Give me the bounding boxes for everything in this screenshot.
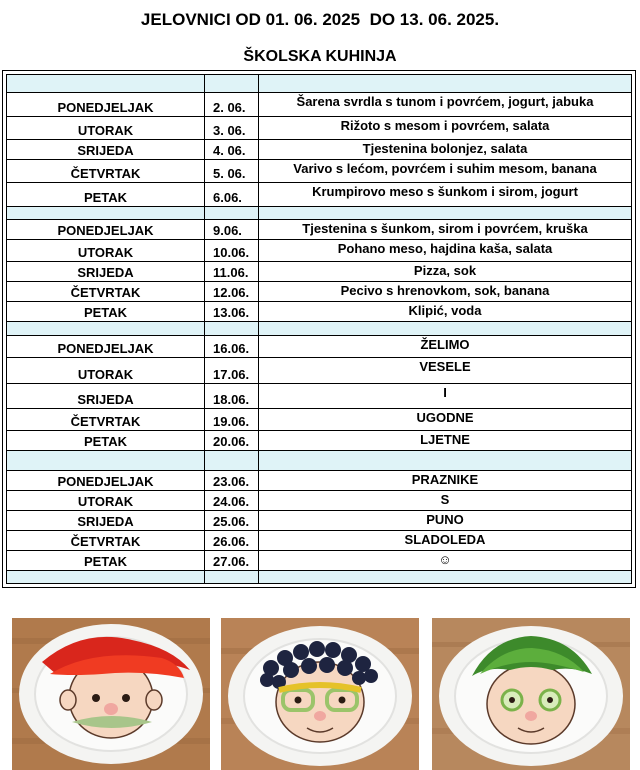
face-plate-photo-2 bbox=[221, 618, 419, 770]
separator-cell bbox=[205, 322, 259, 335]
day-cell: PETAK bbox=[7, 182, 205, 206]
meal-cell: UGODNE bbox=[259, 408, 632, 430]
separator-cell bbox=[205, 450, 259, 470]
meal-cell: ☺ bbox=[259, 550, 632, 570]
day-cell: PONEDJELJAK bbox=[7, 220, 205, 240]
meal-cell: Šarena svrdla s tunom i povrćem, jogurt, jabuka bbox=[259, 92, 632, 116]
menu-row bbox=[7, 384, 632, 408]
date-cell: 16.06. bbox=[205, 335, 259, 357]
face-plate-photo-3 bbox=[432, 618, 630, 770]
meal-cell: Varivo s lećom, povrćem i suhim mesom, banana bbox=[259, 160, 632, 182]
face-plate-photo-1 bbox=[12, 618, 210, 770]
date-cell: 19.06. bbox=[205, 408, 259, 430]
date-cell: 17.06. bbox=[205, 357, 259, 384]
menu-row bbox=[7, 262, 632, 282]
date-cell: 5. 06. bbox=[205, 160, 259, 182]
day-cell: PONEDJELJAK bbox=[7, 92, 205, 116]
meal-cell: I bbox=[259, 384, 632, 408]
date-cell: 24.06. bbox=[205, 490, 259, 510]
date-cell: 2. 06. bbox=[205, 92, 259, 116]
menu-row bbox=[7, 490, 632, 510]
meal-cell: Tjestenina bolonjez, salata bbox=[259, 140, 632, 160]
week-separator bbox=[7, 75, 632, 93]
menu-row bbox=[7, 282, 632, 302]
menu-row bbox=[7, 510, 632, 530]
day-cell: PETAK bbox=[7, 302, 205, 322]
menu-row bbox=[7, 408, 632, 430]
date-cell: 10.06. bbox=[205, 240, 259, 262]
day-cell: UTORAK bbox=[7, 357, 205, 384]
day-cell: PETAK bbox=[7, 550, 205, 570]
date-cell: 23.06. bbox=[205, 470, 259, 490]
meal-cell: PUNO bbox=[259, 510, 632, 530]
meal-cell: S bbox=[259, 490, 632, 510]
menu-row bbox=[7, 117, 632, 140]
day-cell: SRIJEDA bbox=[7, 510, 205, 530]
week-separator bbox=[7, 206, 632, 219]
date-cell: 26.06. bbox=[205, 530, 259, 550]
meal-cell: Klipić, voda bbox=[259, 302, 632, 322]
menu-row bbox=[7, 550, 632, 570]
day-cell: UTORAK bbox=[7, 240, 205, 262]
date-cell: 6.06. bbox=[205, 182, 259, 206]
day-cell: SRIJEDA bbox=[7, 262, 205, 282]
menu-row bbox=[7, 530, 632, 550]
day-cell: ČETVRTAK bbox=[7, 408, 205, 430]
menu-row bbox=[7, 430, 632, 450]
separator-cell bbox=[205, 570, 259, 583]
meal-cell: Rižoto s mesom i povrćem, salata bbox=[259, 117, 632, 140]
separator-cell bbox=[205, 75, 259, 93]
face-plate-greens-hair bbox=[432, 618, 630, 770]
day-cell: ČETVRTAK bbox=[7, 160, 205, 182]
date-cell: 13.06. bbox=[205, 302, 259, 322]
day-cell: SRIJEDA bbox=[7, 384, 205, 408]
separator-cell bbox=[259, 75, 632, 93]
menu-row bbox=[7, 302, 632, 322]
menu-row bbox=[7, 240, 632, 262]
separator-cell bbox=[259, 450, 632, 470]
page-title: JELOVNICI OD 01. 06. 2025 DO 13. 06. 2025. bbox=[140, 10, 500, 29]
separator-cell bbox=[7, 206, 205, 219]
meal-cell: Krumpirovo meso s šunkom i sirom, jogurt bbox=[259, 182, 632, 206]
menu-row bbox=[7, 220, 632, 240]
menu-row bbox=[7, 182, 632, 206]
meal-cell: PRAZNIKE bbox=[259, 470, 632, 490]
date-cell: 20.06. bbox=[205, 430, 259, 450]
date-cell: 25.06. bbox=[205, 510, 259, 530]
date-cell: 9.06. bbox=[205, 220, 259, 240]
menu-table-frame bbox=[2, 70, 636, 588]
meal-cell: SLADOLEDA bbox=[259, 530, 632, 550]
separator-cell bbox=[259, 570, 632, 583]
menu-row bbox=[7, 92, 632, 116]
meal-cell: VESELE bbox=[259, 357, 632, 384]
meal-cell: Pecivo s hrenovkom, sok, banana bbox=[259, 282, 632, 302]
day-cell: UTORAK bbox=[7, 490, 205, 510]
week-separator bbox=[7, 322, 632, 335]
page-subtitle: ŠKOLSKA KUHINJA bbox=[243, 48, 397, 65]
week-separator bbox=[7, 570, 632, 583]
photo-strip bbox=[0, 614, 640, 770]
meal-cell: Pizza, sok bbox=[259, 262, 632, 282]
separator-cell bbox=[259, 322, 632, 335]
face-plate-blueberry-hair bbox=[221, 618, 419, 770]
face-plate-red-pepper-hair bbox=[12, 618, 210, 770]
day-cell: ČETVRTAK bbox=[7, 530, 205, 550]
meal-cell: Tjestenina s šunkom, sirom i povrćem, kruška bbox=[259, 220, 632, 240]
day-cell: PETAK bbox=[7, 430, 205, 450]
menu-row bbox=[7, 357, 632, 384]
date-cell: 11.06. bbox=[205, 262, 259, 282]
meal-cell: LJETNE bbox=[259, 430, 632, 450]
menu-row bbox=[7, 470, 632, 490]
date-cell: 18.06. bbox=[205, 384, 259, 408]
menu-row bbox=[7, 160, 632, 182]
day-cell: ČETVRTAK bbox=[7, 282, 205, 302]
day-cell: SRIJEDA bbox=[7, 140, 205, 160]
week-separator bbox=[7, 450, 632, 470]
separator-cell bbox=[205, 206, 259, 219]
day-cell: PONEDJELJAK bbox=[7, 470, 205, 490]
separator-cell bbox=[7, 570, 205, 583]
day-cell: PONEDJELJAK bbox=[7, 335, 205, 357]
day-cell: UTORAK bbox=[7, 117, 205, 140]
date-cell: 27.06. bbox=[205, 550, 259, 570]
meal-cell: ŽELIMO bbox=[259, 335, 632, 357]
menu-row bbox=[7, 335, 632, 357]
menu-table bbox=[6, 74, 632, 584]
meal-cell: Pohano meso, hajdina kaša, salata bbox=[259, 240, 632, 262]
separator-cell bbox=[7, 450, 205, 470]
menu-row bbox=[7, 140, 632, 160]
separator-cell bbox=[259, 206, 632, 219]
date-cell: 3. 06. bbox=[205, 117, 259, 140]
separator-cell bbox=[7, 322, 205, 335]
date-cell: 4. 06. bbox=[205, 140, 259, 160]
date-cell: 12.06. bbox=[205, 282, 259, 302]
separator-cell bbox=[7, 75, 205, 93]
